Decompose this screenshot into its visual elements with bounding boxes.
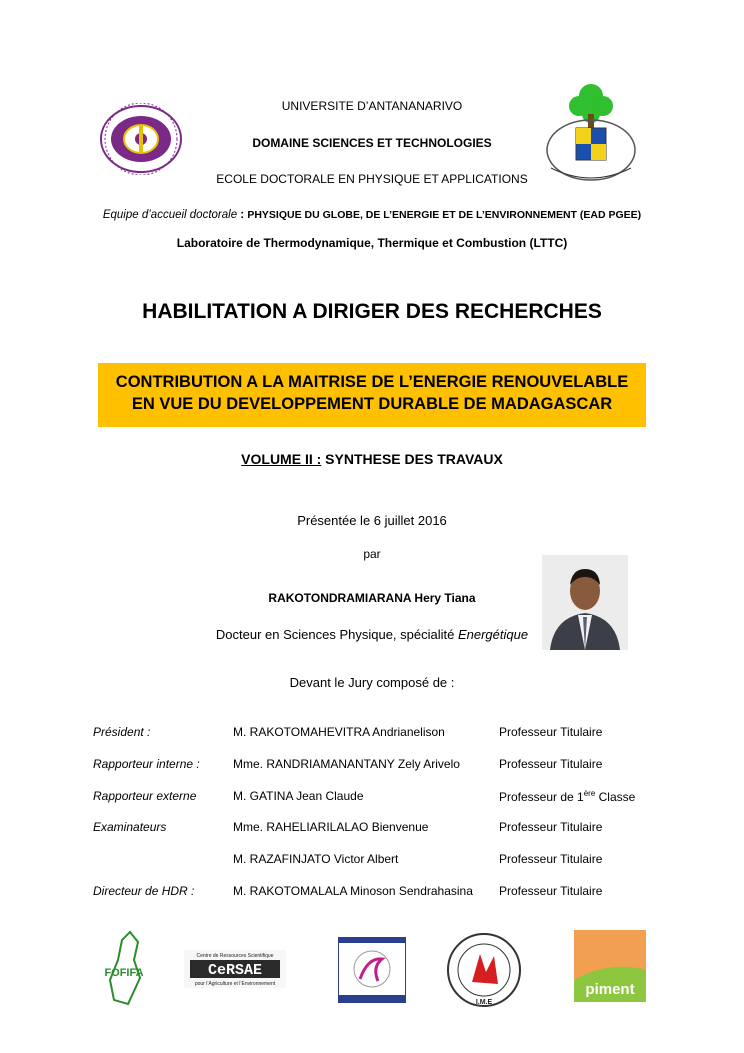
jury-role: Directeur de HDR : <box>93 884 195 898</box>
piment-logo <box>574 930 646 1002</box>
volume-label: VOLUME II : <box>241 451 322 467</box>
jury-member-name: M. GATINA Jean Claude <box>233 789 364 803</box>
jury-member-name: M. RAKOTOMAHEVITRA Andrianelison <box>233 725 445 739</box>
university-name: UNIVERSITE D’ANTANANARIVO <box>281 99 463 113</box>
laboratory-name: Laboratoire de Thermodynamique, Thermique et Combustion (LTTC) <box>176 236 568 250</box>
svg-text:piment: piment <box>585 981 635 998</box>
page-title: HABILITATION A DIRIGER DES RECHERCHES <box>142 300 602 323</box>
banner-line-1: CONTRIBUTION A LA MAITRISE DE L’ENERGIE RENOUVELABLE <box>115 373 629 391</box>
author-name: RAKOTONDRAMIARANA Hery Tiana <box>268 591 476 605</box>
svg-text:FOFIFA: FOFIFA <box>104 967 144 979</box>
jury-member-grade: Professeur Titulaire <box>499 884 603 898</box>
jury-role: Rapporteur interne : <box>93 757 200 771</box>
jury-member-name: Mme. RAHELIARILALAO Bienvenue <box>233 820 429 834</box>
jury-member-grade: Professeur Titulaire <box>499 820 603 834</box>
svg-text:Centre de Ressources Scientifi: Centre de Ressources Scientifique <box>196 953 274 959</box>
fofifa-logo <box>100 930 148 1008</box>
volume-text: SYNTHESE DES TRAVAUX <box>321 451 503 467</box>
department-logo <box>338 937 406 1003</box>
svg-text:I.M.E: I.M.E <box>475 999 493 1006</box>
author-degree <box>0 627 744 642</box>
author-photo <box>542 555 628 650</box>
volume-line <box>0 451 744 467</box>
svg-text:pour l’Agriculture et l’Enviro: pour l’Agriculture et l’Environnement <box>194 981 276 987</box>
jury-member-name: M. RAZAFINJATO Victor Albert <box>233 852 399 866</box>
team-separator: : <box>237 209 248 221</box>
jury-member-grade: Professeur Titulaire <box>499 725 603 739</box>
team-value: PHYSIQUE DU GLOBE, DE L’ENERGIE ET DE L’ENVIRONNEMENT (EAD PGEE) <box>247 209 642 221</box>
team-line <box>0 209 744 221</box>
jury-intro: Devant le Jury composé de : <box>289 675 455 690</box>
grade-suffix: Classe <box>595 790 636 804</box>
jury-role: Rapporteur externe <box>93 789 197 803</box>
doctoral-school: ECOLE DOCTORALE EN PHYSIQUE ET APPLICATIONS <box>216 172 528 186</box>
jury-member-grade <box>499 789 635 804</box>
jury-member-grade: Professeur Titulaire <box>499 757 603 771</box>
jury-member-grade: Professeur Titulaire <box>499 852 603 866</box>
grade-superscript: ère <box>583 789 596 798</box>
degree-specialty: Energétique <box>457 627 529 642</box>
jury-role: Président : <box>93 725 151 739</box>
cersae-logo <box>184 950 286 988</box>
banner-line-2: EN VUE DU DEVELOPPEMENT DURABLE DE MADAGASCAR <box>131 395 613 413</box>
degree-prefix: Docteur en Sciences Physique, spécialité <box>215 627 458 642</box>
jury-member-name: Mme. RANDRIAMANANTANY Zely Arivelo <box>233 757 460 771</box>
svg-text:CeRSAE: CeRSAE <box>207 962 263 979</box>
jury-member-name: M. RAKOTOMALALA Minoson Sendrahasina <box>233 884 473 898</box>
domain-name: DOMAINE SCIENCES ET TECHNOLOGIES <box>252 136 492 150</box>
grade-text: Professeur de 1 <box>499 790 584 804</box>
presentation-by: par <box>363 547 381 561</box>
jury-role: Examinateurs <box>93 820 167 834</box>
team-label: Equipe d’accueil doctorale <box>102 209 238 221</box>
presentation-date: Présentée le 6 juillet 2016 <box>297 513 447 528</box>
thesis-title-banner <box>98 363 646 427</box>
ime-logo <box>446 932 522 1008</box>
